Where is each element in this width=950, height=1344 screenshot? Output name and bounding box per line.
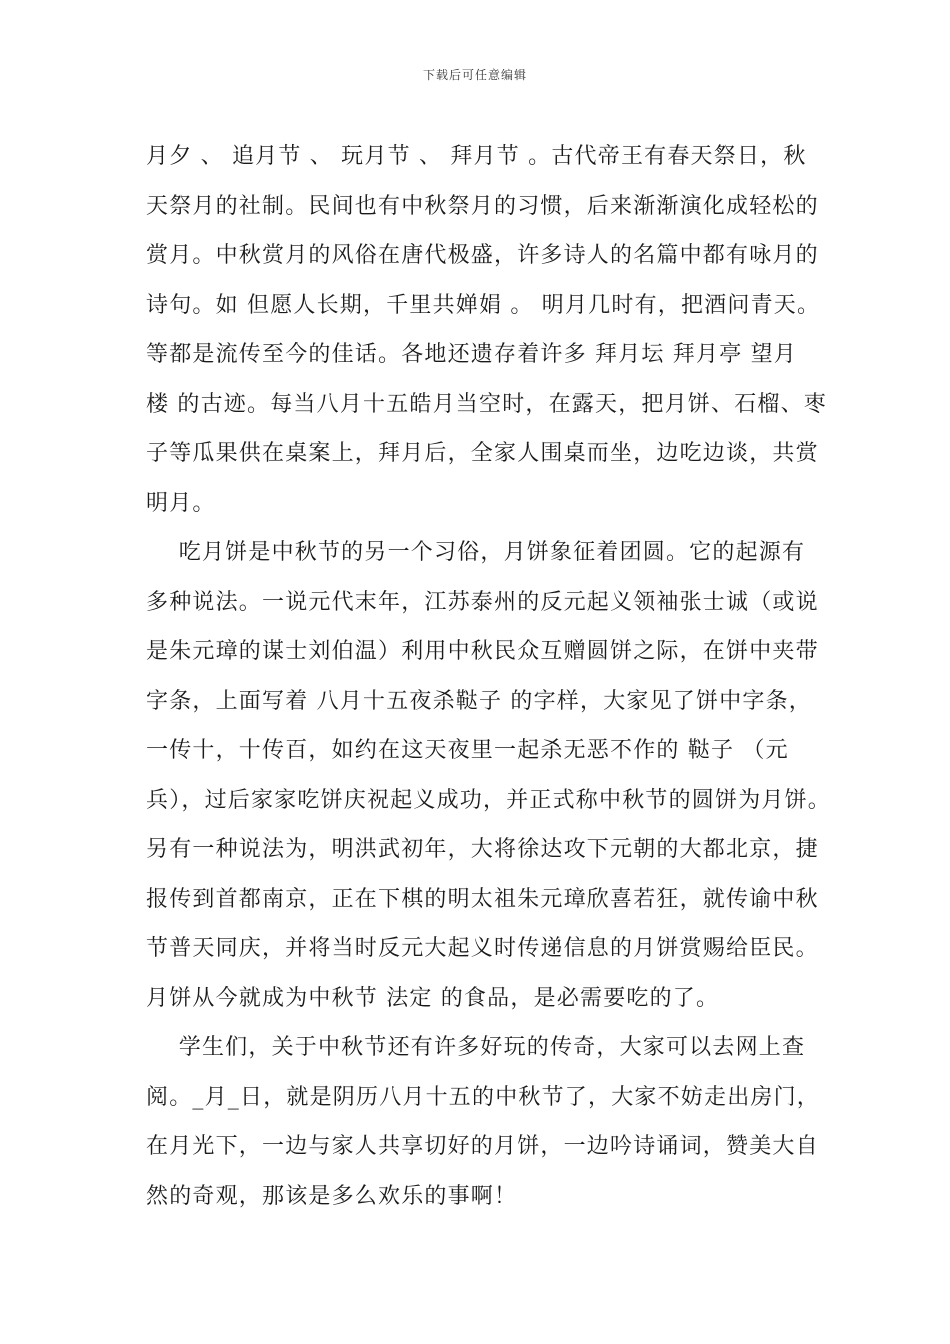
text-line: 字条，上面写着 八月十五夜杀鞑子 的字样，大家见了饼中字条， [146,688,812,714]
text-line: 吃月饼是中秋节的另一个习俗，月饼象征着团圆。它的起源有 [146,540,806,565]
text-line: 在月光下，一边与家人共享切好的月饼，一边吟诗诵词，赞美大自 [146,1134,819,1159]
text-line: 月饼从今就成为中秋节 法定 的食品，是必需要吃的了。 [146,985,720,1011]
text-line: 另有一种说法为，明洪武初年，大将徐达攻下元朝的大都北京，捷 [146,837,819,862]
text-line: 诗句。如 但愿人长期，千里共婵娟 。 明月几时有，把酒问青天。 [146,292,821,318]
document-body [146,132,832,1221]
text-line: 兵），过后家家吃饼庆祝起义成功，并正式称中秋节的圆饼为月饼。 [146,787,832,813]
text-line: 然的奇观，那该是多么欢乐的事啊！ [146,1183,518,1209]
paragraph-3 [146,1023,821,1221]
text-line: 学生们，关于中秋节还有许多好玩的传奇，大家可以去网上查 [146,1035,806,1060]
text-line: 是朱元璋的谋士刘伯温）利用中秋民众互赠圆饼之际，在饼中夹带 [146,639,819,664]
text-line: 楼 的古迹。每当八月十五皓月当空时，在露天，把月饼、石榴、枣 [146,391,827,417]
text-line: 节普天同庆，并将当时反元大起义时传递信息的月饼赏赐给臣民。 [146,936,819,961]
paragraph-2 [146,528,832,1023]
text-line: 子等瓜果供在桌案上，拜月后，全家人围桌而坐，边吃边谈，共赏 [146,441,819,466]
text-line: 报传到首都南京，正在下棋的明太祖朱元璋欣喜若狂，就传谕中秋 [146,886,819,912]
text-line: 天祭月的社制。民间也有中秋祭月的习惯，后来渐渐演化成轻松的 [146,193,819,219]
text-line: 赏月。中秋赏月的风俗在唐代极盛，许多诗人的名篇中都有咏月的 [146,243,819,268]
text-line: 明月。 [146,490,216,516]
text-line: 多种说法。一说元代末年，江苏泰州的反元起义领袖张士诚（或说 [146,589,819,615]
text-line: 阅。_月_日，就是阴历八月十五的中秋节了，大家不妨走出房门， [146,1084,821,1110]
text-line: 等都是流传至今的佳话。各地还遗存着许多 拜月坛 拜月亭 望月 [146,342,797,367]
paragraph-1 [146,132,827,528]
page-header: 下载后可任意编辑 [422,68,527,82]
text-line: 月夕 、 追月节 、 玩月节 、 拜月节 。古代帝王有春天祭日，秋 [146,144,807,169]
text-line: 一传十，十传百，如约在这天夜里一起杀无恶不作的 鞑子 （元 [146,738,789,763]
